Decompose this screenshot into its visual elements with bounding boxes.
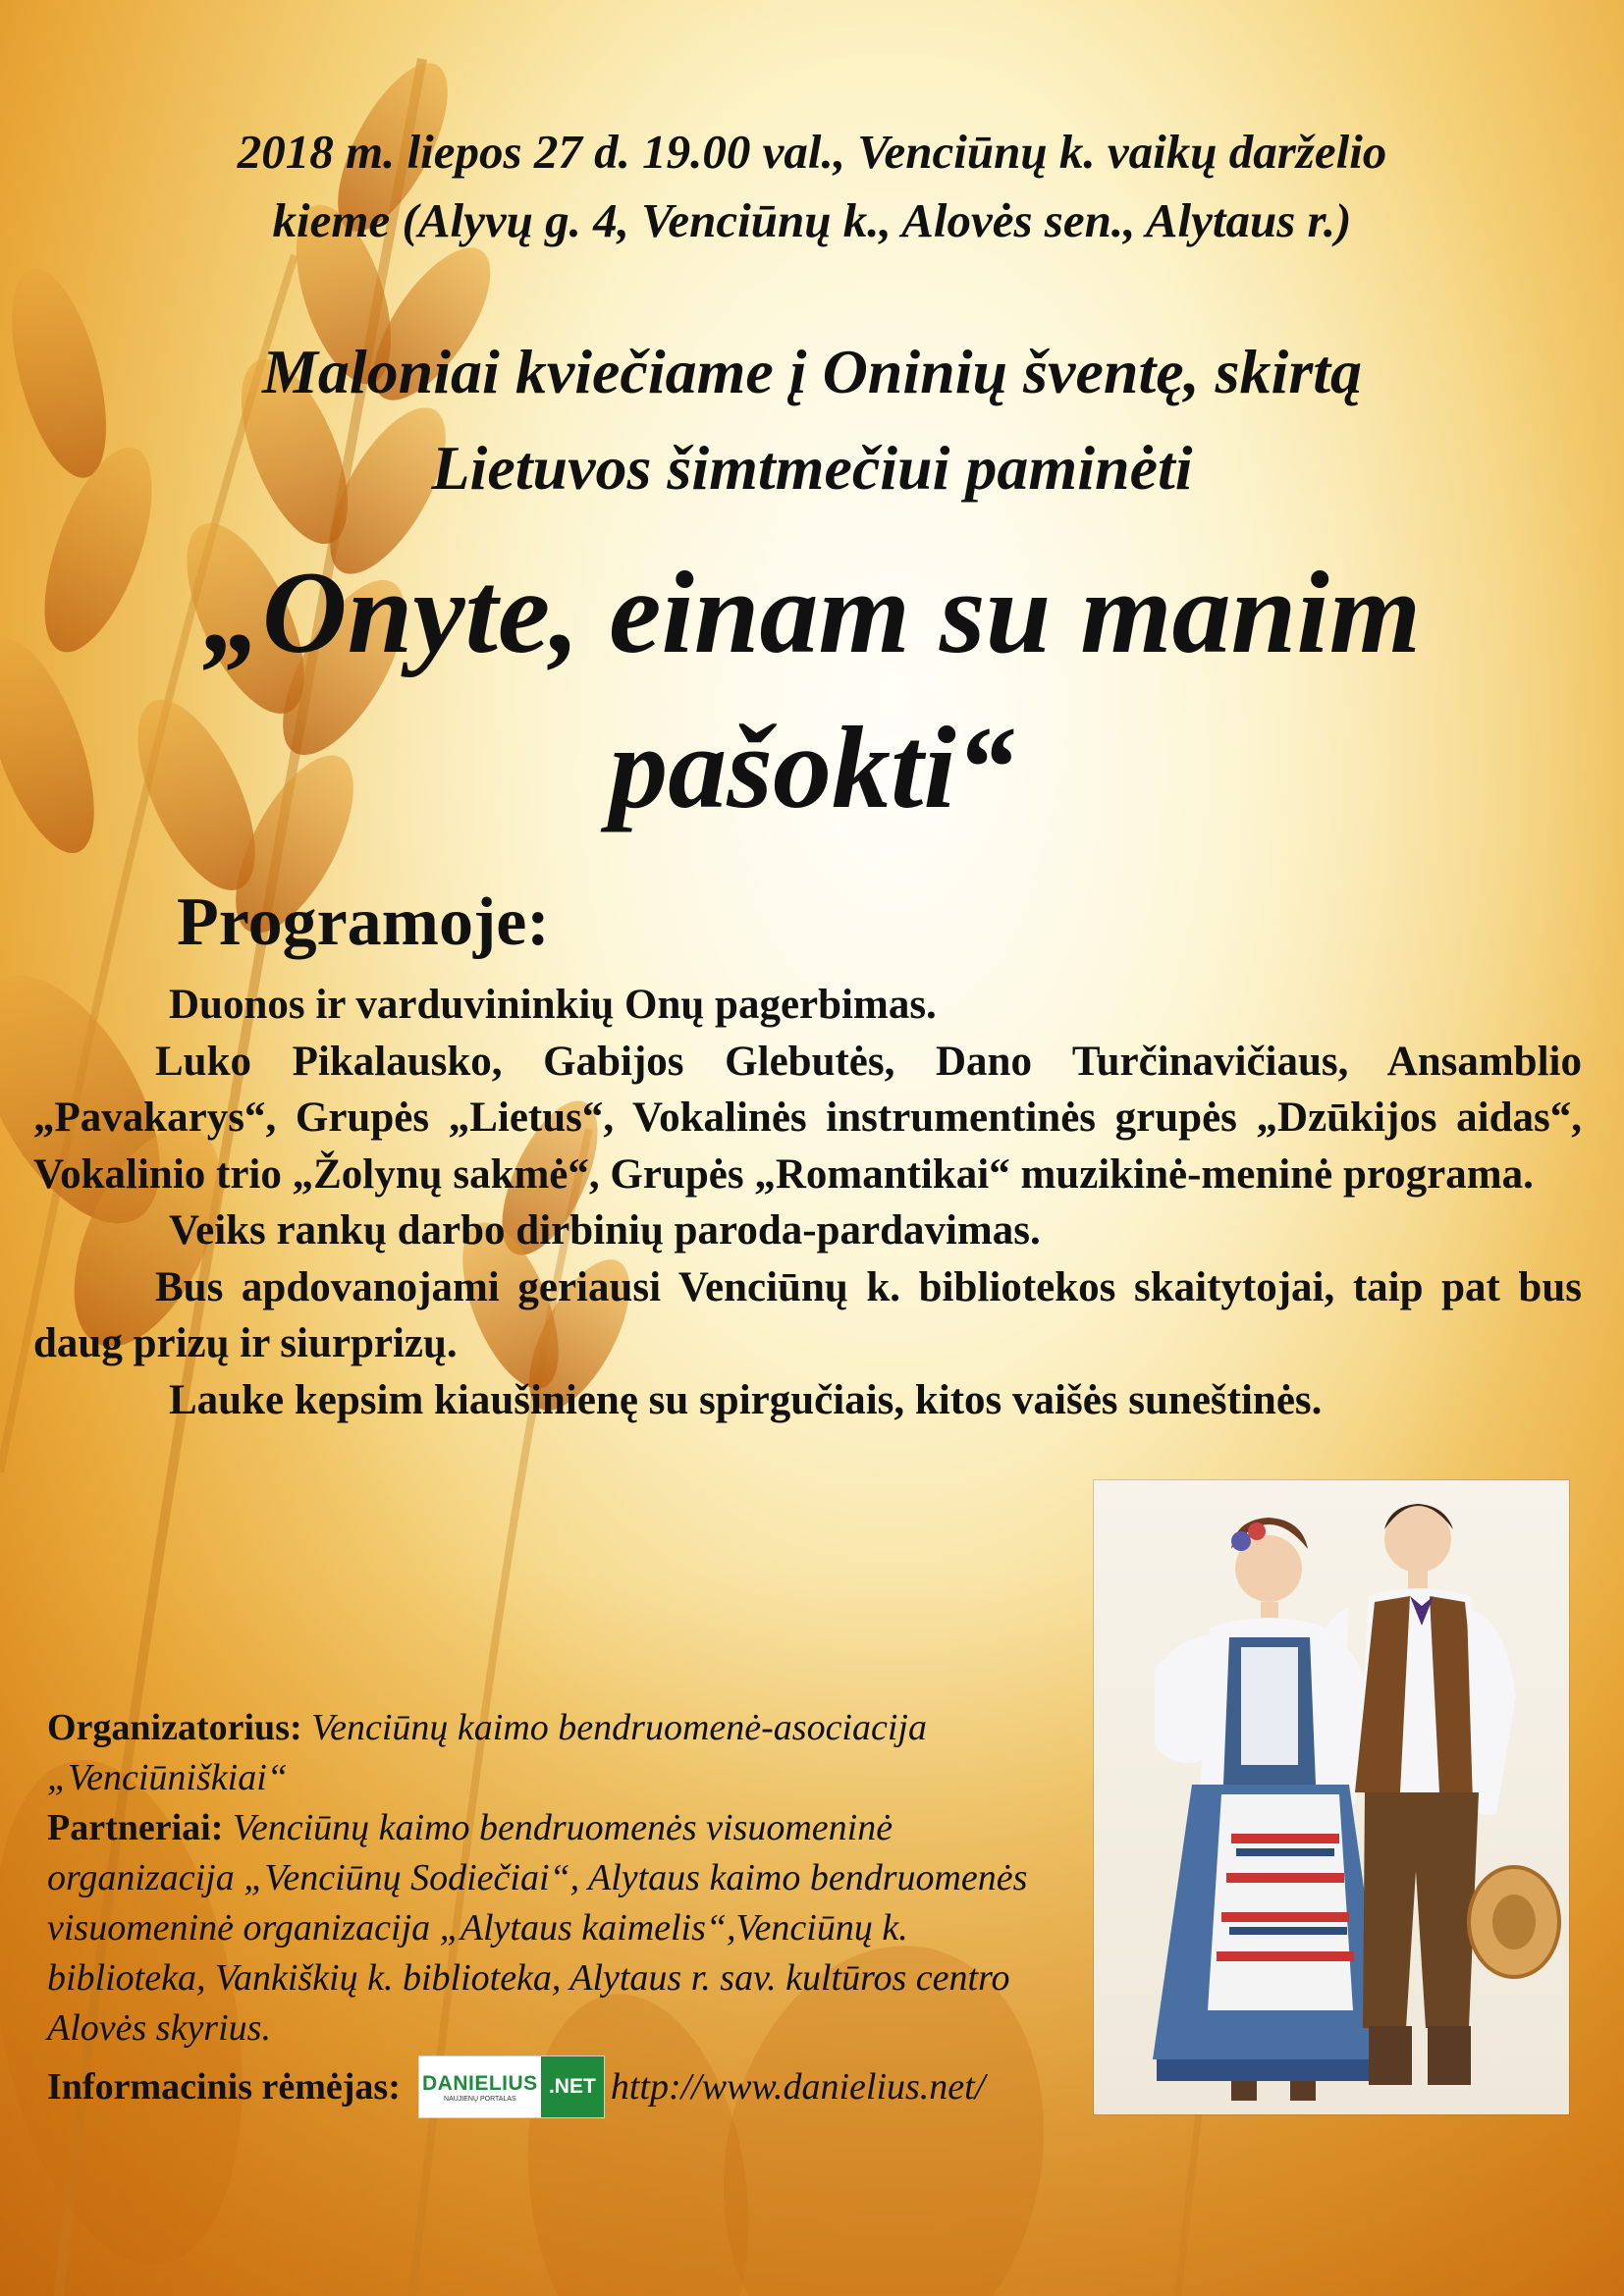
invitation-line-1: Maloniai kviečiame į Oninių šventę, skirtą bbox=[261, 337, 1363, 406]
woman-figure bbox=[1153, 1518, 1392, 2101]
organizer-line bbox=[47, 1703, 1068, 1803]
logo-wordmark bbox=[419, 2056, 541, 2117]
program-item: Veiks rankų darbo dirbinių paroda-pardavimas. bbox=[169, 1207, 1041, 1254]
logo-tld: .NET bbox=[541, 2056, 604, 2117]
event-title-line-2: pašokti“ bbox=[609, 702, 1015, 832]
event-title-line-1: „Onyte, einam su manim bbox=[202, 547, 1422, 677]
logo-subtitle: NAUJIENŲ PORTALAS bbox=[444, 2095, 516, 2103]
event-header-line-2: kieme (Alyvų g. 4, Venciūnų k., Alovės sen., Alytaus r.) bbox=[272, 193, 1352, 247]
event-title bbox=[39, 535, 1585, 845]
event-date-location bbox=[59, 118, 1565, 255]
event-header-line-1: 2018 m. liepos 27 d. 19.00 val., Venciūnų k. vaikų darželio bbox=[237, 125, 1387, 179]
credits-block bbox=[47, 1703, 1068, 2054]
organizer-label: Organizatorius: bbox=[47, 1707, 302, 1748]
program-item: Luko Pikalausko, Gabijos Glebutės, Dano Turčinavičiaus, Ansamblio „Pavakarys“, Grupės „Lietus“, Vokalinės instrumentinės grupės „Dzūkijos aidas“, Vokalinio trio „Žolynų sakmė“, Grupės „Romantikai“ muzikinė-meninė programa. bbox=[33, 1038, 1582, 1198]
partners-line bbox=[47, 1803, 1068, 2054]
program-list bbox=[33, 977, 1582, 1428]
partners-label: Partneriai: bbox=[47, 1807, 224, 1848]
logo-word: DANIELIUS bbox=[422, 2071, 538, 2095]
partners-value: Venciūnų kaimo bendruomenės visuomeninė organizacija „Venciūnų Sodiečiai“, Alytaus kaimo bendruomenės visuomeninė organizacija „Alytaus kaimelis“,Venciūnų k. biblioteka, Vankiškių k. biblioteka, Alytaus r. sav. kultūros centro Alovės skyrius. bbox=[47, 1807, 1028, 2049]
program-heading: Programoje: bbox=[177, 884, 550, 960]
program-item: Bus apdovanojami geriausi Venciūnų k. bibliotekos skaitytojai, taip pat bus daug prizų ir siurprizų. bbox=[33, 1263, 1582, 1366]
organizer-value: Venciūnų kaimo bendruomenė-asociacija „Venciūniškiai“ bbox=[47, 1707, 927, 1798]
danielius-logo[interactable] bbox=[418, 2056, 605, 2118]
sponsor-row bbox=[47, 2056, 985, 2117]
program-item: Duonos ir varduvininkių Onų pagerbimas. bbox=[169, 982, 937, 1028]
sponsor-url-link[interactable]: http://www.danielius.net/ bbox=[610, 2066, 986, 2108]
invitation-text bbox=[59, 324, 1565, 516]
couple-drawing bbox=[1094, 1480, 1569, 2114]
sponsor-label: Informacinis rėmėjas: bbox=[47, 2066, 401, 2108]
invitation-line-2: Lietuvos šimtmečiui paminėti bbox=[431, 433, 1193, 503]
folk-costume-couple-illustration bbox=[1094, 1480, 1569, 2114]
program-item: Lauke kepsim kiaušinienę su spirgučiais, kitos vaišės suneštinės. bbox=[169, 1376, 1323, 1423]
